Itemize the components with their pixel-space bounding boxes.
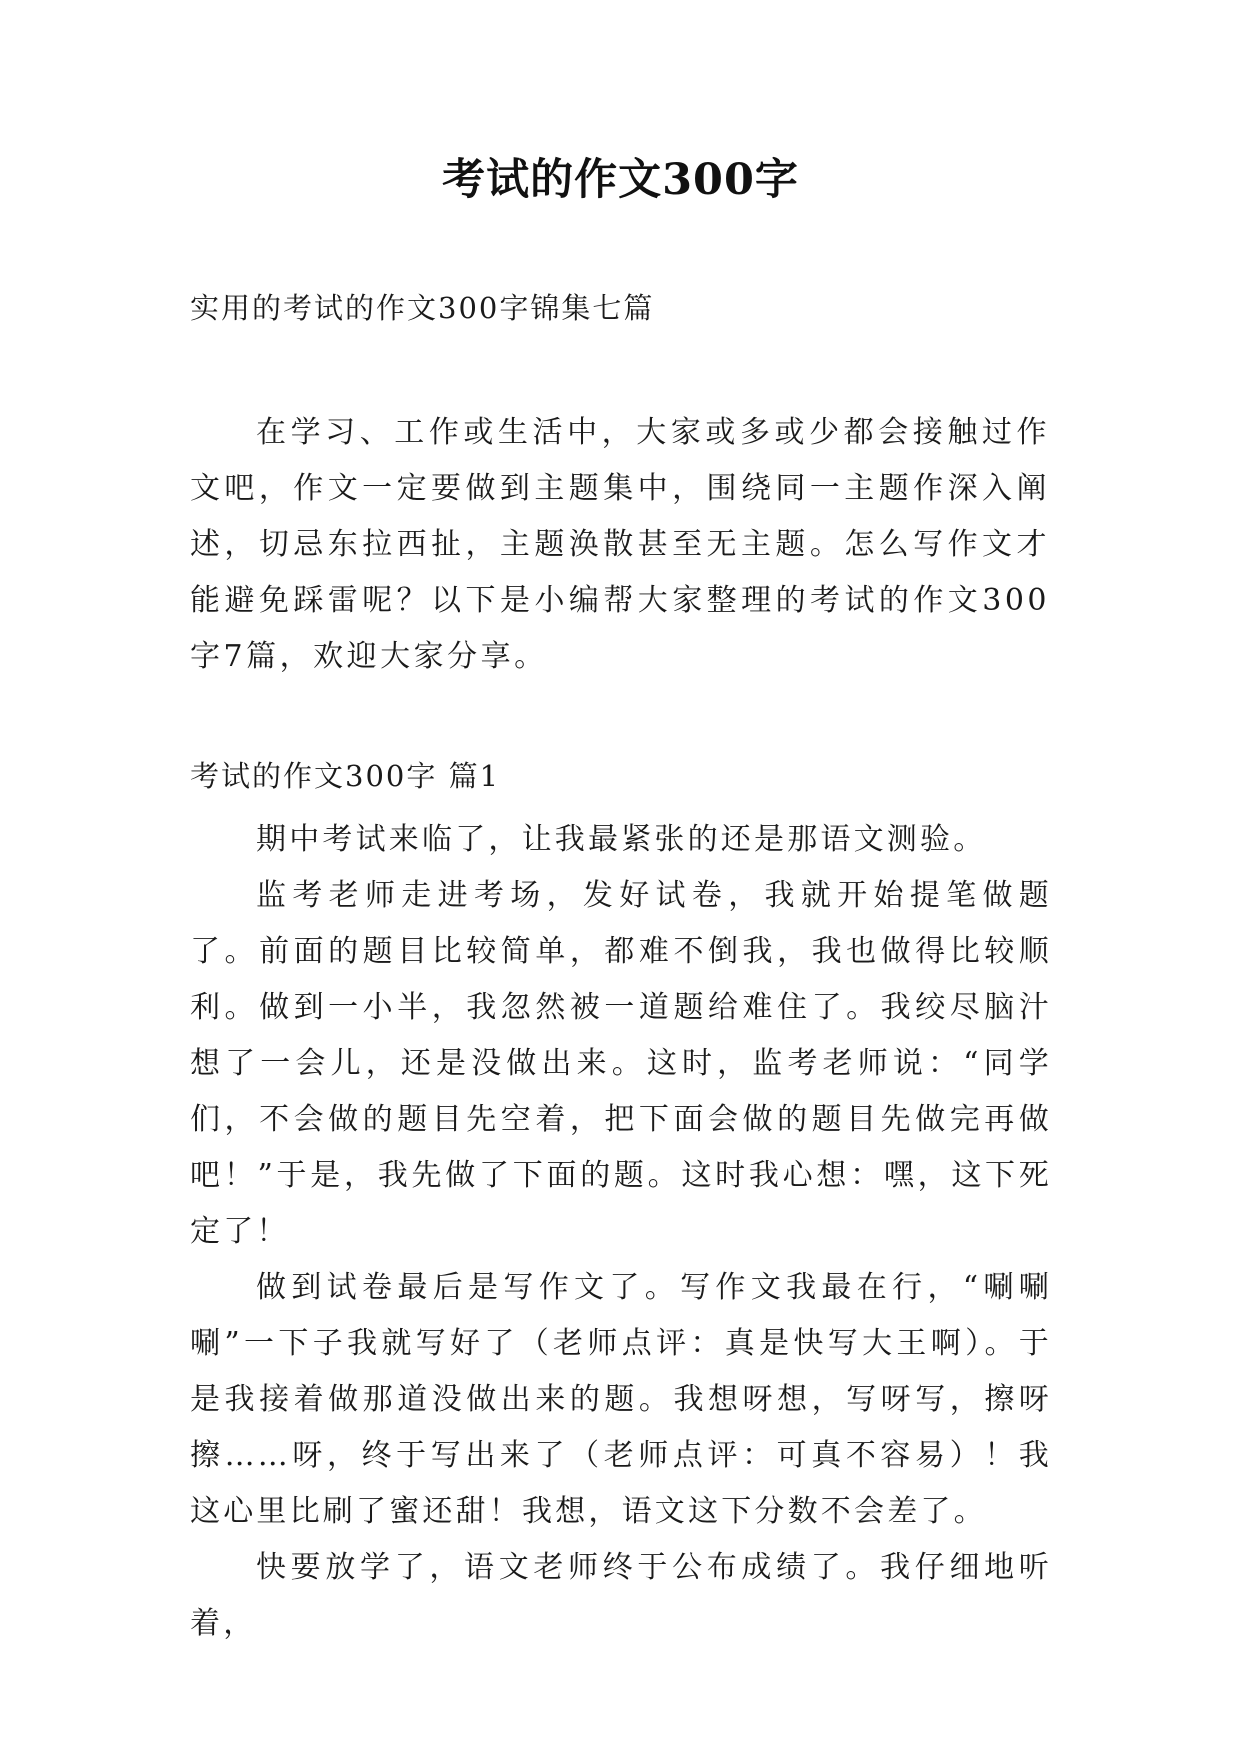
essay-paragraph: 期中考试来临了，让我最紧张的还是那语文测验。 <box>256 822 987 857</box>
document-title: 考试的作文300字 <box>442 155 799 205</box>
document-subtitle: 实用的考试的作文300字锦集七篇 <box>190 291 655 325</box>
essay-paragraph: 做到试卷最后是写作文了。写作文我最在行，“唰唰唰”一下子我就写好了（老师点评：真是快写大王啊）。于是我接着做那道没做出来的题。我想呀想，写呀写，擦呀擦……呀，终于写出来了（老师点评：可真不容易）！我这心里比刷了蜜还甜！我想，语文这下分数不会差了。 <box>190 1270 1052 1529</box>
intro-paragraph: 在学习、工作或生活中，大家或多或少都会接触过作文吧，作文一定要做到主题集中，围绕同一主题作深入阐述，切忌东拉西扯，主题涣散甚至无主题。怎么写作文才能避免踩雷呢？以下是小编帮大家整理的考试的作文300字7篇，欢迎大家分享。 <box>190 415 1050 674</box>
essay-paragraph: 监考老师走进考场，发好试卷，我就开始提笔做题了。前面的题目比较简单，都难不倒我，我也做得比较顺利。做到一小半，我忽然被一道题给难住了。我绞尽脑汁想了一会儿，还是没做出来。这时，监考老师说：“同学们，不会做的题目先空着，把下面会做的题目先做完再做吧！”于是，我先做了下面的题。这时我心想：嘿，这下死定了！ <box>190 878 1052 1249</box>
essay-body <box>190 812 1052 1652</box>
section-heading: 考试的作文300字 篇1 <box>190 759 501 793</box>
essay-paragraph: 快要放学了，语文老师终于公布成绩了。我仔细地听着， <box>190 1550 1052 1641</box>
